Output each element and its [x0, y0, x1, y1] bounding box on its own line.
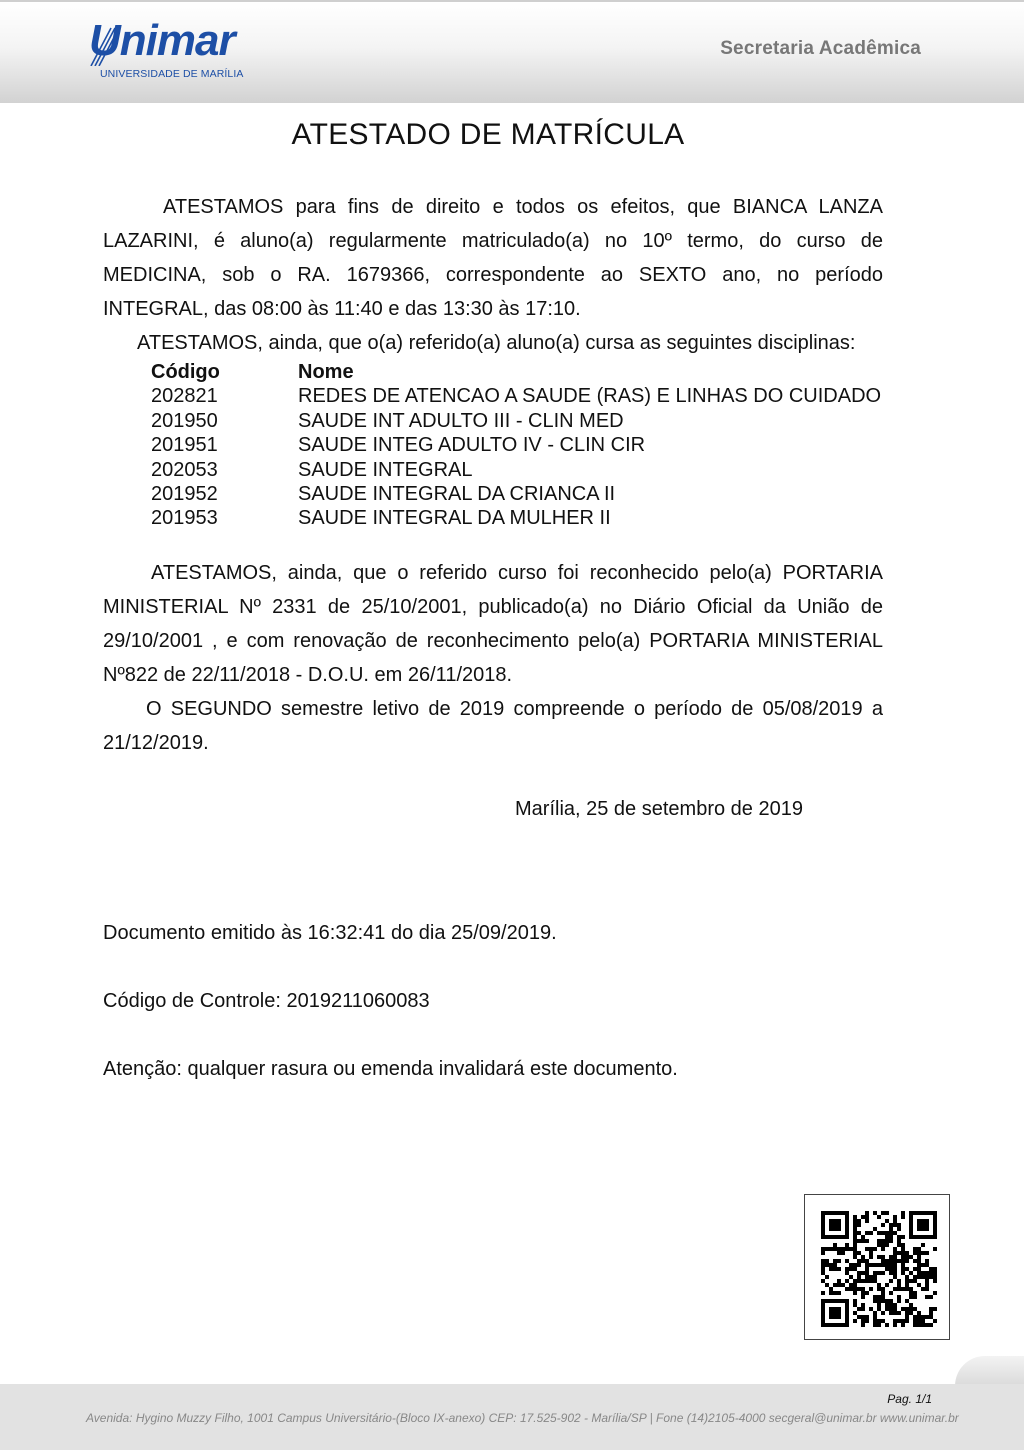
table-row: [151, 409, 931, 433]
footer-tab: [955, 1356, 1024, 1386]
discipline-name: SAUDE INTEGRAL DA CRIANCA II: [298, 482, 616, 505]
table-row: [151, 384, 931, 408]
header-name: Nome: [298, 361, 354, 383]
disciplines-table: [151, 360, 931, 531]
qr-code-frame: [804, 1194, 950, 1340]
header-code: Código: [151, 361, 220, 383]
footer-address: Avenida: Hygino Muzzy Filho, 1001 Campus Universitário-(Bloco IX-anexo) CEP: 17.525-902 - Marília/SP | Fone (14)2105-4000 secgeral@unimar.br www.unimar.br: [86, 1411, 959, 1425]
discipline-name: SAUDE INT ADULTO III - CLIN MED: [298, 409, 624, 432]
table-row: [151, 433, 931, 457]
page-number: Pag. 1/1: [887, 1392, 932, 1406]
department-name: Secretaria Acadêmica: [720, 38, 921, 59]
enrollment-paragraph: ATESTAMOS para fins de direito e todos os efeitos, que BIANCA LANZA LAZARINI, é aluno(a) regularmente matriculado(a) no 10º termo, do curso de MEDICINA, sob o RA. 1679366, correspondente ao SEXTO ano, no período INTEGRAL, das 08:00 às 11:40 e das 13:30 às 17:10.: [103, 196, 883, 320]
control-code: Código de Controle: 2019211060083: [103, 990, 430, 1012]
discipline-code: 201950: [151, 409, 218, 432]
discipline-code: 201953: [151, 507, 218, 530]
table-row: [151, 458, 931, 482]
warning-text: Atenção: qualquer rasura ou emenda invalidará este documento.: [103, 1058, 678, 1080]
recognition-paragraph: ATESTAMOS, ainda, que o referido curso foi reconhecido pelo(a) PORTARIA MINISTERIAL Nº 2331 de 25/10/2001, publicado(a) no Diário Oficial da União de 29/10/2001 , e com renovação de reconhecimento pelo(a) PORTARIA MINISTERIAL Nº822 de 22/11/2018 - D.O.U. em 26/11/2018.: [103, 562, 883, 686]
discipline-code: 202053: [151, 458, 218, 481]
document-title: ATESTADO DE MATRÍCULA: [291, 118, 685, 151]
semester-paragraph: O SEGUNDO semestre letivo de 2019 compreende o período de 05/08/2019 a 21/12/2019.: [103, 698, 883, 754]
discipline-code: 202821: [151, 385, 218, 408]
logo-subtitle: UNIVERSIDADE DE MARÍLIA: [100, 68, 244, 80]
page-header: [0, 0, 1024, 103]
discipline-name: SAUDE INTEGRAL: [298, 458, 473, 481]
discipline-name: SAUDE INTEGRAL DA MULHER II: [298, 507, 611, 530]
discipline-code: 201951: [151, 434, 218, 457]
unimar-logo: [89, 16, 269, 82]
discipline-code: 201952: [151, 482, 218, 505]
table-header: [151, 360, 931, 384]
place-date: Marília, 25 de setembro de 2019: [515, 798, 803, 820]
discipline-name: REDES DE ATENCAO A SAUDE (RAS) E LINHAS DO CUIDADO: [298, 385, 882, 408]
table-row: [151, 506, 931, 530]
logo-text: Unimar: [89, 16, 235, 65]
table-row: [151, 482, 931, 506]
qr-code-icon: [821, 1211, 937, 1327]
disciplines-intro: ATESTAMOS, ainda, que o(a) referido(a) aluno(a) cursa as seguintes disciplinas:: [137, 332, 856, 354]
discipline-name: SAUDE INTEG ADULTO IV - CLIN CIR: [298, 434, 646, 457]
issued-timestamp: Documento emitido às 16:32:41 do dia 25/09/2019.: [103, 922, 557, 944]
